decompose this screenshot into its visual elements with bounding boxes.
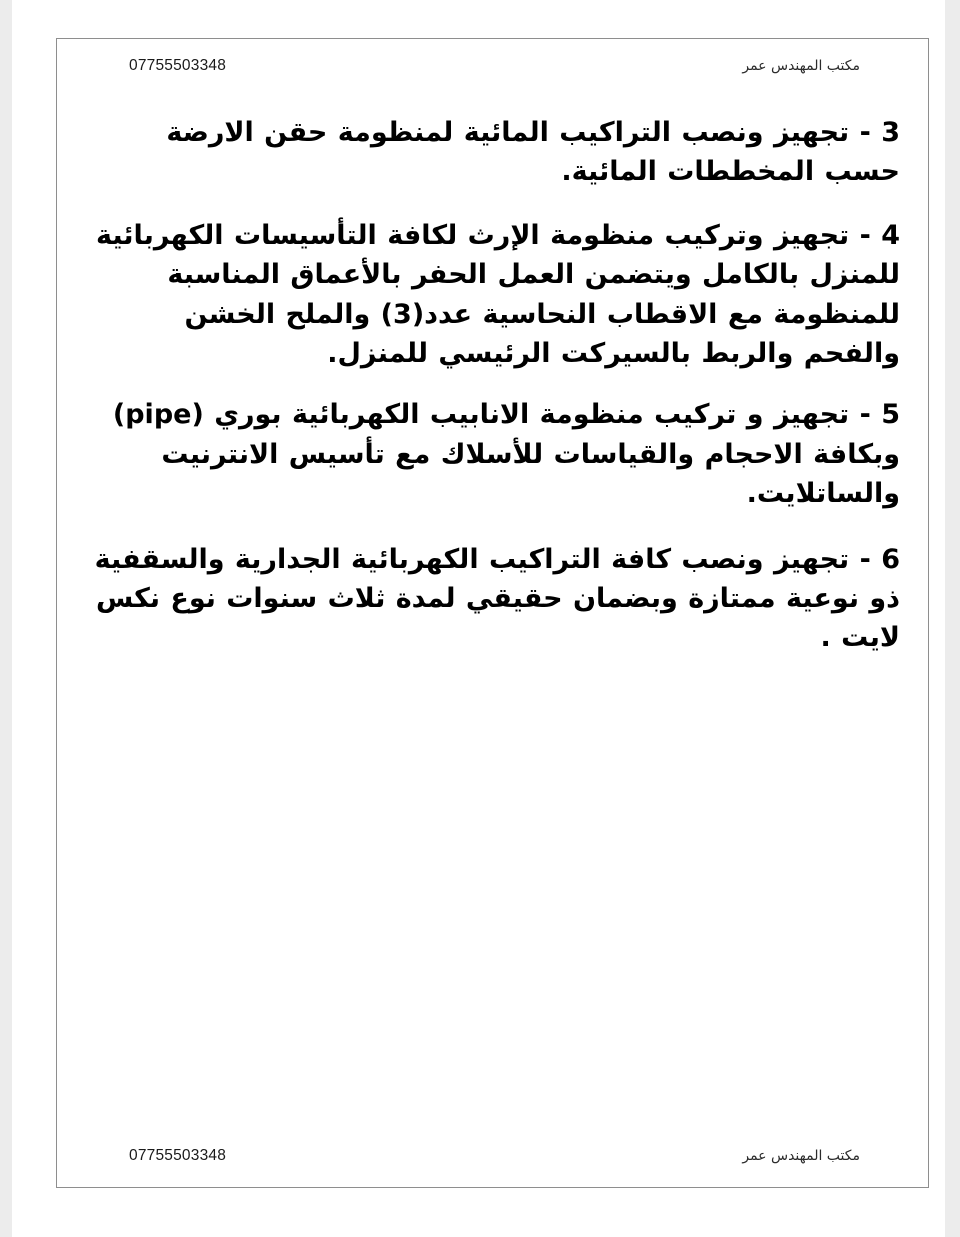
page-footer: [57, 1147, 928, 1165]
footer-phone-number: 07755503348: [129, 1147, 227, 1164]
clause-item-6: 6 - تجهيز ونصب كافة التراكيب الكهربائية الجدارية والسقفية ذو نوعية ممتازة وبضمان حقيقي لمدة ثلاث سنوات نوع نكس لايت .: [94, 543, 900, 654]
page-content-area: [57, 39, 928, 1187]
footer-office-name: مكتب المهندس عمر: [742, 1148, 860, 1164]
document-page: [56, 38, 929, 1188]
header-phone-number: 07755503348: [129, 57, 227, 74]
clause-item-3: 3 - تجهيز ونصب التراكيب المائية لمنظومة حقن الارضة حسب المخططات المائية.: [166, 117, 900, 188]
document-body: [87, 113, 900, 658]
clause-item-5: 5 - تجهيز و تركيب منظومة الانابيب الكهربائية بوري (pipe) وبكافة الاحجام والقياسات للأسلاك مع تأسيس الانترنيت والساتلايت.: [112, 399, 900, 510]
page-header: [57, 57, 928, 75]
header-office-name: مكتب المهندس عمر: [742, 58, 860, 74]
clause-item-4: 4 - تجهيز وتركيب منظومة الإرث لكافة التأسيسات الكهربائية للمنزل بالكامل ويتضمن العمل الحفر بالأعماق المناسبة للمنظومة مع الاقطاب النحاسية عدد(3) والملح الخشن والفحم والربط بالسيركت الرئيسي للمنزل.: [96, 219, 900, 370]
document-canvas: [12, 0, 945, 1237]
